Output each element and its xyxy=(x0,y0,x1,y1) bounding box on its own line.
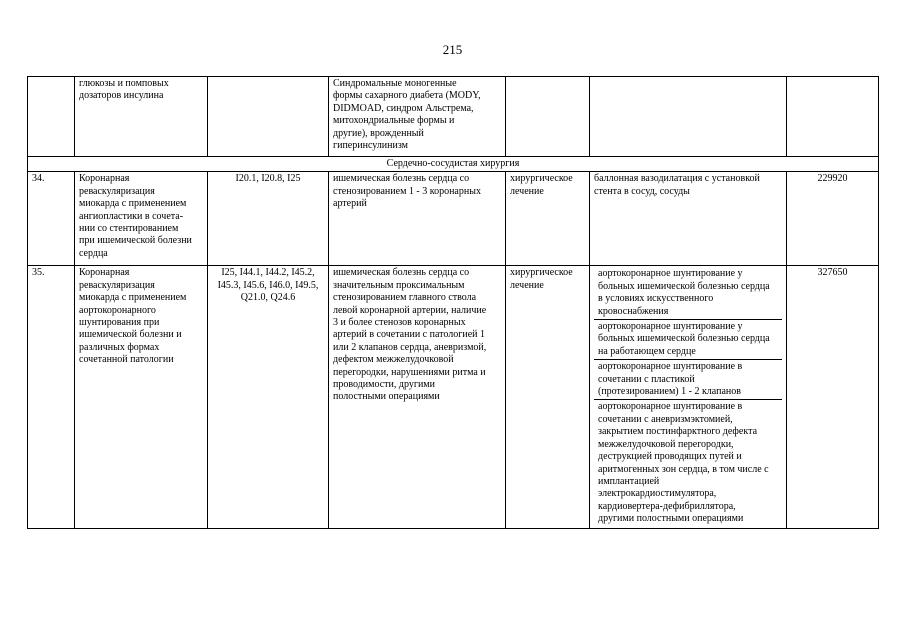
treatment-type: хирургическое лечение xyxy=(506,172,590,266)
icd-codes: I20.1, I20.8, I25 xyxy=(208,172,329,266)
tariff: 229920 xyxy=(787,172,879,266)
treatment-type xyxy=(506,77,590,157)
icd-codes xyxy=(208,77,329,157)
table-row xyxy=(28,172,879,266)
treatment-method: аортокоронарное шунтирование у больных ишемической болезнью сердца в условиях искусственного кровоснабжения xyxy=(594,267,782,320)
treatment-method: аортокоронарное шунтирование в сочетании с пластикой (протезированием) 1 - 2 клапанов xyxy=(594,360,782,400)
patient-model: ишемическая болезнь сердца со стенозированием 1 - 3 коронарных артерий xyxy=(329,172,506,266)
treatment-method: баллонная вазодилатация с установкой стента в сосуд, сосуды xyxy=(590,172,787,266)
patient-model: Синдромальные моногенные формы сахарного диабета (MODY, DIDMOAD, синдром Альстрема, митохондриальные формы и другие), врожденный гиперинсулинизм xyxy=(329,77,506,157)
icd-codes: I25, I44.1, I44.2, I45.2, I45.3, I45.6, I46.0, I49.5, Q21.0, Q24.6 xyxy=(208,266,329,528)
page-number: 215 xyxy=(442,42,463,57)
table-row-continuation xyxy=(28,77,879,157)
service-name: Коронарная реваскуляризация миокарда с применением ангиопластики в сочета- нии со стентированием при ишемической болезни сердца xyxy=(75,172,208,266)
patient-model: ишемическая болезнь сердца со значительным проксимальным стенозированием главного ствола левой коронарной артерии, наличие 3 и более стенозов коронарных артерий в сочетании с патологией 1 или 2 клапанов сердца, аневризмой, дефектом межжелудочковой перегородки, нарушениями ритма и проводимости, другими полостными операциями xyxy=(329,266,506,528)
treatment-methods xyxy=(590,266,787,528)
tariff: 327650 xyxy=(787,266,879,528)
treatment-method: аортокоронарное шунтирование у больных ишемической болезнью сердца на работающем сердце xyxy=(594,320,782,360)
row-number: 35. xyxy=(28,266,75,528)
service-name: глюкозы и помповых дозаторов инсулина xyxy=(75,77,208,157)
section-title: Сердечно-сосудистая хирургия xyxy=(28,157,879,172)
row-number: 34. xyxy=(28,172,75,266)
section-header-row xyxy=(28,157,879,172)
treatment-method: аортокоронарное шунтирование в сочетании с аневризмэктомией, закрытием постинфарктного дефекта межжелудочковой перегородки, деструкцией проводящих путей и аритмогенных зон сердца, в том числе с имплантацией электрокардиостимулятора, кардиовертера-дефибриллятора, другими полостными операциями xyxy=(598,401,769,525)
table-row xyxy=(28,266,879,528)
treatment-type: хирургическое лечение xyxy=(506,266,590,528)
services-table xyxy=(27,76,879,529)
row-number xyxy=(28,77,75,157)
treatment-method xyxy=(590,77,787,157)
service-name: Коронарная реваскуляризация миокарда с применением аортокоронарного шунтирования при ишемической болезни и различных формах сочетанной патологии xyxy=(75,266,208,528)
tariff xyxy=(787,77,879,157)
